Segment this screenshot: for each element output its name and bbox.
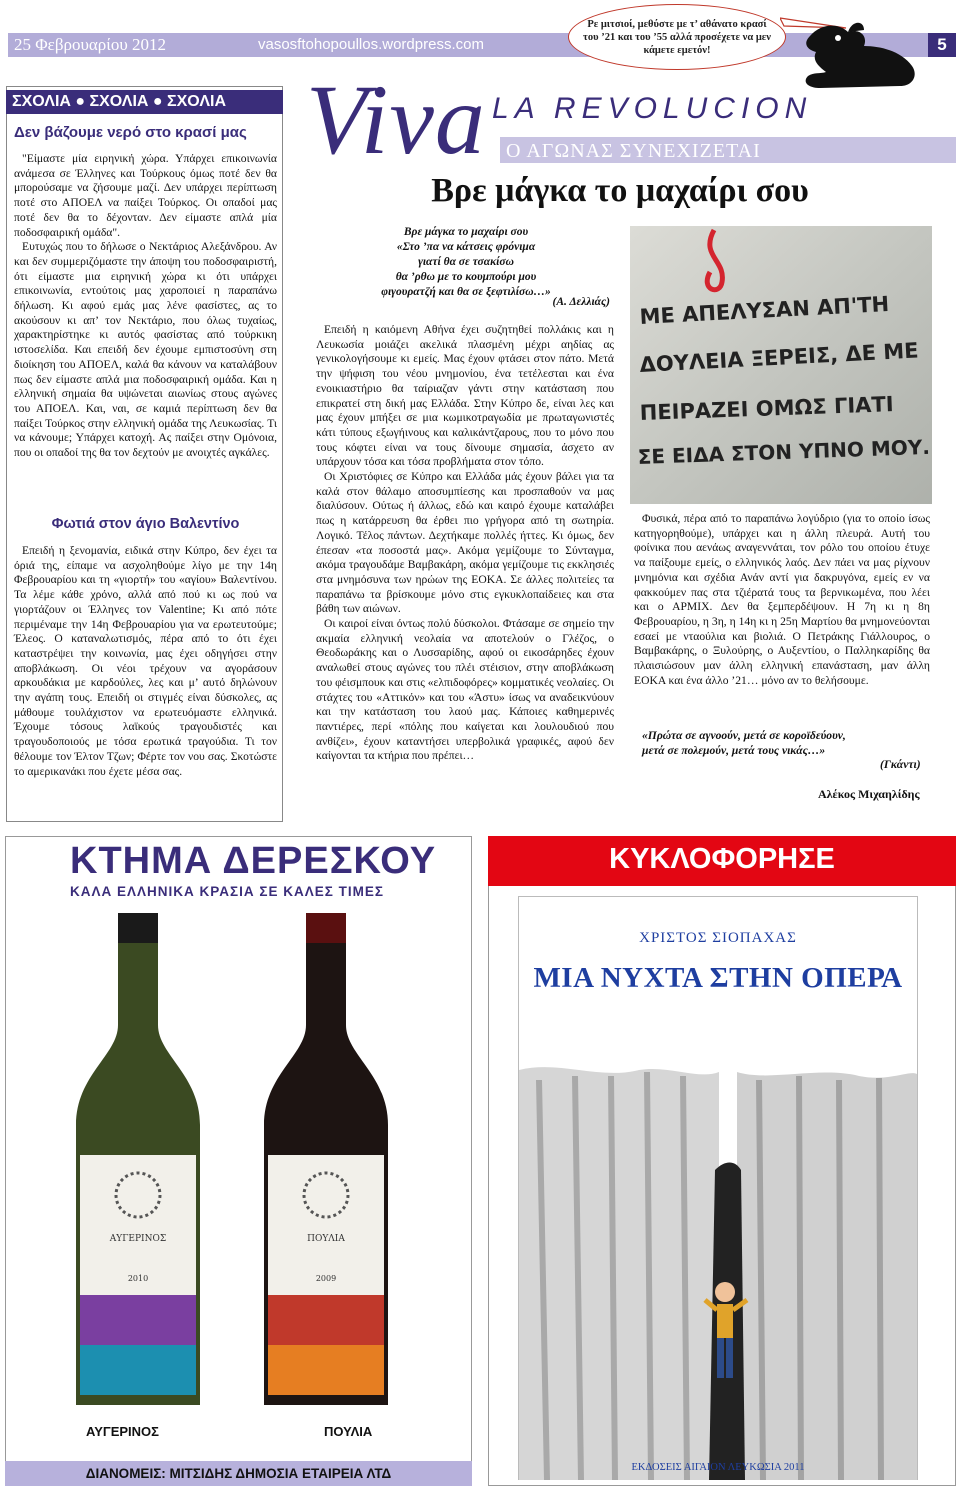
site-link[interactable]: vasosftohopoullos.wordpress.com <box>258 36 484 53</box>
paragraph: Οι καιροί είναι όντως πολύ δύσκολοι. Φτάσαμε σε σημείο την ακμαία ελληνική νεολαία να αποτελούν ο Γλέζος, ο Θεοδωράκης και ο Λυσσαρίδης, αφού οι εικοσάρηδες έχουν αναλωθεί στους αγώνες του πλέι στέισιον, στην αποβλάκωση του φέισμπουκ και στις «ελπιδοφόρες» κομματικές νεολαίες. Οι στάχτες του «Αττικόν» και του «Άστυ» ίσως να αναδεικνύουν και την κατάσταση του λαού μας. Κάποιες καθημερινές παντιέρες, περί «πόλης που καίγεται και λουλουδιού που ανθίζει», έχουν καταντήσει υπερβολικά γραφικές, αφού δεν καίγονται τα κτήρια που πρέπει… <box>316 617 615 763</box>
quote-line: μετά σε πολεμούν, μετά τους νικάς…» <box>642 744 826 757</box>
quote-line: «Πρώτα σε αγνοούν, μετά σε κοροϊδεύουν, <box>642 729 846 742</box>
poem <box>318 225 614 300</box>
book-ad-band: ΚΥΚΛΟΦΟΡΗΣΕ <box>488 836 956 886</box>
issue-date: 25 Φεβρουαρίου 2012 <box>14 35 166 54</box>
paragraph: Φυσικά, πέρα από το παραπάνω λογύδριο (για το οποίο ίσως κατηγορηθούμε), υπάρχει και η άλλη πλευρά. Αυτή του φοίνικα που αενάως αναγεννάται, τον ρόλο του οποίου έτυχε να παίξουμε εμείς, ο ελληνικός λαός. Δεν πάει να μας ρίχνουν μνημόνια και σχέδια Ανάν αντί για δακρυγόνα, εμείς εν να φακκούμεν πας στα τζιέρατά τους τα βερνικωμένα, που λέει και ο ΑΡΜΙΧ. Δεν θα ξεμπερδέψουν. Η 7η κι η 8η Φεβρουαρίου, η 3η, η 14η κι η 25η Μαρτίου θα μνημονεύονται εσαεί με νταούλια και βιολιά. Ο Πετράκης Γιάλλουρος, ο Βαμβακάρης, ο Ξυλούρης, ο Αυξεντίου, ο Παλληκαρίδης θα πλαισιώσουν μαν άλλη ελληνική επανάσταση, μαν άλλη ΕΟΚΑ και ένα άλλο ’21… μόνο αν το θελήσουμε. <box>634 512 930 687</box>
graffiti-photo <box>630 226 932 504</box>
masthead-revolucion: LA REVOLUCION <box>492 92 813 125</box>
speech-bubble <box>568 4 786 70</box>
book-author: ΧΡΙΣΤΟΣ ΣΙΟΠΑΧΑΣ <box>639 930 797 946</box>
poem-attribution: (Α. Δελλιάς) <box>552 296 610 308</box>
paragraph: "Είμαστε μία ειρηνική χώρα. Υπάρχει επικοινωνία ανάμεσα σε Έλληνες και Τούρκους όμως ποτέ δεν θα μπορούσαμε να ζήσουμε μαζί. Δεν υπάρχει περίπτωση ποτέ στο ΑΠΟΕΛ να παίξει Τούρκος. Οι οπαδοί μας ποτέ δεν θα το δέχονταν. Δεν είμαστε απλά μία ποδοσφαιρική ομάδα". <box>14 152 277 239</box>
wine-name-1: ΑΥΓΕΡΙΝΟΣ <box>86 1424 159 1439</box>
bottle2-label: ΠΟΥΛΙΑ <box>307 1234 345 1244</box>
speech-bubble-text: Ρε μιτσιοί, μεθύστε με τ’ αθάνατο κρασί του ’21 και του ’55 αλλά προσέχετε να μεν κάμετε εμετόν! <box>583 18 771 56</box>
article-author: Αλέκος Μιχαηλίδης <box>818 787 920 801</box>
comments-band: ΣΧΟΛΙΑ ● ΣΧΟΛΙΑ ● ΣΧΟΛΙΑ <box>6 90 283 114</box>
wine-bottles-icon <box>40 905 450 1425</box>
comments-text <box>14 152 277 461</box>
article-headline: Βρε μάγκα το μαχαίρι σου <box>431 172 809 209</box>
wine-name-2: ΠΟΥΛΙΑ <box>324 1424 373 1439</box>
poem-line: φιγουρατζή και θα σε ξεφτιλίσω…» <box>381 286 551 298</box>
paragraph: Επειδή η καιόμενη Αθήνα έχει συζητηθεί πολλάκις και η Λευκωσία μοιάζει ακελικά πλασμένη μέχρι αηδίας ας γενικολογήσουμε κι εμείς. Μας έχουν φτάσει στον πάτο. Μετά την ψήφιση του νέου μνημονίου, ένα τετέλεσται και ένα ενοικιαστήριο θα ταίριαζαν γάντι στην κατάσταση που επικρατεί στη δική μας Ελλάδα. Στην Κύπρο δε, είναι λες και μας έχουν μπήξει σε μια κωμικοτραγωδία με πρωταγωνιστές κάτι τύπους εξωγήινους και καλικάντζαρους, που το μόνο που τους κόφτει είναι να τους δίνουμε σημασία, άσχετο αν υπάρχουν τόσα και τόσα προβλήματα στον τόπο. <box>316 323 614 469</box>
page-number: 5 <box>928 33 956 57</box>
quote <box>642 728 930 758</box>
paragraph: Οι Χριστόφιες σε Κύπρο και Ελλάδα μάς έχουν βάλει για τα καλά στον θάλαμο αποσυμπίεσης και προσπαθούν να μας διαλύσουν. Ούτως ή άλλως, εδώ και καιρό έχουμε καταλάβει πως η κατάρρευση θα έρθει πιο γρήγορα από τη σωτηρία. Λογικό. Τέλος πάντων. Δεχτήκαμε πολλές ήττες. Κι όμως, δεν έπεσαν «τα ποσοστά μας». Ακόμα γεμίζουμε το Σύνταγμα, ακόμα τραγουδάμε Βαμβακάρη, ακόμα γεμίζουμε τις εκκλησιές στα μνημόσυνα των ηρώων της ΕΟΚΑ. Σε άλλες πολιτείες τα παραπάνω τα βρίσκουμε μόνο στις εγκυκλοπαίδειες και στα βάθη των αιώνων. <box>316 470 614 616</box>
curtain-illustration-icon <box>519 1010 917 1480</box>
graffiti-line: ΠΕΙΡΑΖΕΙ ΟΜΩΣ ΓΙΑΤΙ <box>639 392 894 425</box>
dog-icon <box>790 16 920 94</box>
poem-line: γιατί θα σε τσακίσω <box>418 256 514 268</box>
bottle2-year: 2009 <box>315 1274 337 1283</box>
article-middle-column <box>316 323 614 764</box>
comments-heading: Δεν βάζουμε νερό στο κρασί μας <box>14 124 247 141</box>
valentine-text <box>14 544 277 779</box>
quote-attribution: (Γκάντι) <box>880 758 921 771</box>
graffiti-wall-icon <box>630 226 932 504</box>
bottle1-year: 2010 <box>127 1274 149 1283</box>
book-publisher: ΕΚΔΟΣΕΙΣ ΑΙΓΑΙΟΝ ΛΕΥΚΩΣΙΑ 2011 <box>631 1462 805 1473</box>
bottle1-label: ΑΥΓΕΡΙΝΟΣ <box>109 1234 167 1244</box>
masthead-strip-text: Ο ΑΓΩΝΑΣ ΣΥΝΕΧΙΖΕΤΑΙ <box>506 140 761 162</box>
valentine-heading: Φωτιά στον άγιο Βαλεντίνο <box>51 516 240 532</box>
paragraph: Ευτυχώς που το δήλωσε ο Νεκτάριος Αλεξάνδρου. Αν και δεν συμμεριζόμαστε την άποψη του ποδοσφαιριστή, ότι είμαστε μια ειρηνική χώρα κι ότι υπάρχει επικοινωνία, εντούτοις μας χαροποιεί η παραπάνω δήλωση. Κι αφού εμάς μας λένε φασίστες, ας το ακούσουν κι απ’ τον Νεκτάριο, που όλως τυχαίως, χαρακτηρίστηκε κι αυτός φασίστας από τούρκικη ιστοσελίδα. Και επειδή δεν έχουμε εμπιστοσύνη στη διοίκηση του ΑΠΟΕΛ, καλά θα κάνουν να καταλάβουν πως δεν είμαστε απλά μια ποδοσφαιρική ομάδα. Και η ελληνική σημαία θα υψώνεται αιωνίως στους αγώνες του ΑΠΟΕΛ. Και, ναι, σε καμιά περίπτωση δεν θα παίξει Τούρκος στην ελληνική ομάδα της Λευκωσίας. Τι να κάνουμε; Υπάρχει κατοχή. Ας παίξει στην Ομόνοια, που οι οπαδοί της θα τον δεχτούν με ανοιχτές αγκάλες. <box>14 240 277 460</box>
poem-line: «Στο ’πα να κάτσεις φρόνιμα <box>396 241 536 253</box>
graffiti-line: ΔΟΥΛΕΙΑ ΞΕΡΕΙΣ, ΔΕ ΜΕ <box>639 338 920 377</box>
wine-ad-subtitle: ΚΑΛΑ ΕΛΛΗΝΙΚΑ ΚΡΑΣΙΑ ΣΕ ΚΑΛΕΣ ΤΙΜΕΣ <box>70 884 384 899</box>
paragraph: Επειδή η ξενομανία, ειδικά στην Κύπρο, δεν έχει τα όριά της, είπαμε να ασχοληθούμε λίγο με την 14η Φεβρουαρίου και τη «γιορτή» του «αγίου» Βαλεντίνου. Τα λέμε κάθε χρόνο, αλλά από πού κι ως πού να γιορτάζουν οι Έλληνες τον Valentine; Κι από πότε περιμέναμε την 14η Φεβρουαρίου για να ερωτευτούμε; Έλεος. Ο καταναλωτισμός, πέρα από το ότι έχει καταστρέψει την κοινωνία, μας έχει οδηγήσει στην αποβλάκωση. Οι νέοι τρέχουν να αγοράσουν αρκουδάκια με καρδούλες, λες και μ’ αυτό δηλώνουν την αγάπη τους. Επειδή οι στιγμές είναι δύσκολες, ας μάθουμε τουλάχιστον να ερωτευόμαστε ελληνικά. Έχουμε τόσους λαϊκούς τραγουδιστές και τραγουδοποιούς με τόσα ερωτικά τραγούδια. Τι τον θέλουμε τον Έλτον Τζων; Φέρτε τον νου σας. Σκοτώστε το αμερικανάκι που έχετε μέσα σας. <box>14 544 277 778</box>
masthead-viva: Viva <box>306 64 486 175</box>
distributors-band: ΔΙΑΝΟΜΕΙΣ: ΜΙΤΣΙΔΗΣ ΔΗΜΟΣΙΑ ΕΤΑΙΡΕΙΑ ΛΤΔ <box>5 1461 472 1486</box>
wine-ad-title: ΚΤΗΜΑ ΔΕΡΕΣΚΟΥ <box>70 840 437 882</box>
article-right-column <box>634 512 930 688</box>
poem-line: Βρε μάγκα το μαχαίρι σου <box>403 226 529 238</box>
graffiti-line: ΣΕ ΕΙΔΑ ΣΤΟΝ ΥΠΝΟ ΜΟΥ. <box>637 434 931 469</box>
poem-line: θα ’ρθω με το κουμπούρι μου <box>395 271 537 283</box>
graffiti-line: ΜΕ ΑΠΕΛΥΣΑΝ ΑΠ'ΤΗ <box>639 291 890 329</box>
book-title: ΜΙΑ ΝΥΧΤΑ ΣΤΗΝ ΟΠΕΡΑ <box>533 962 903 994</box>
